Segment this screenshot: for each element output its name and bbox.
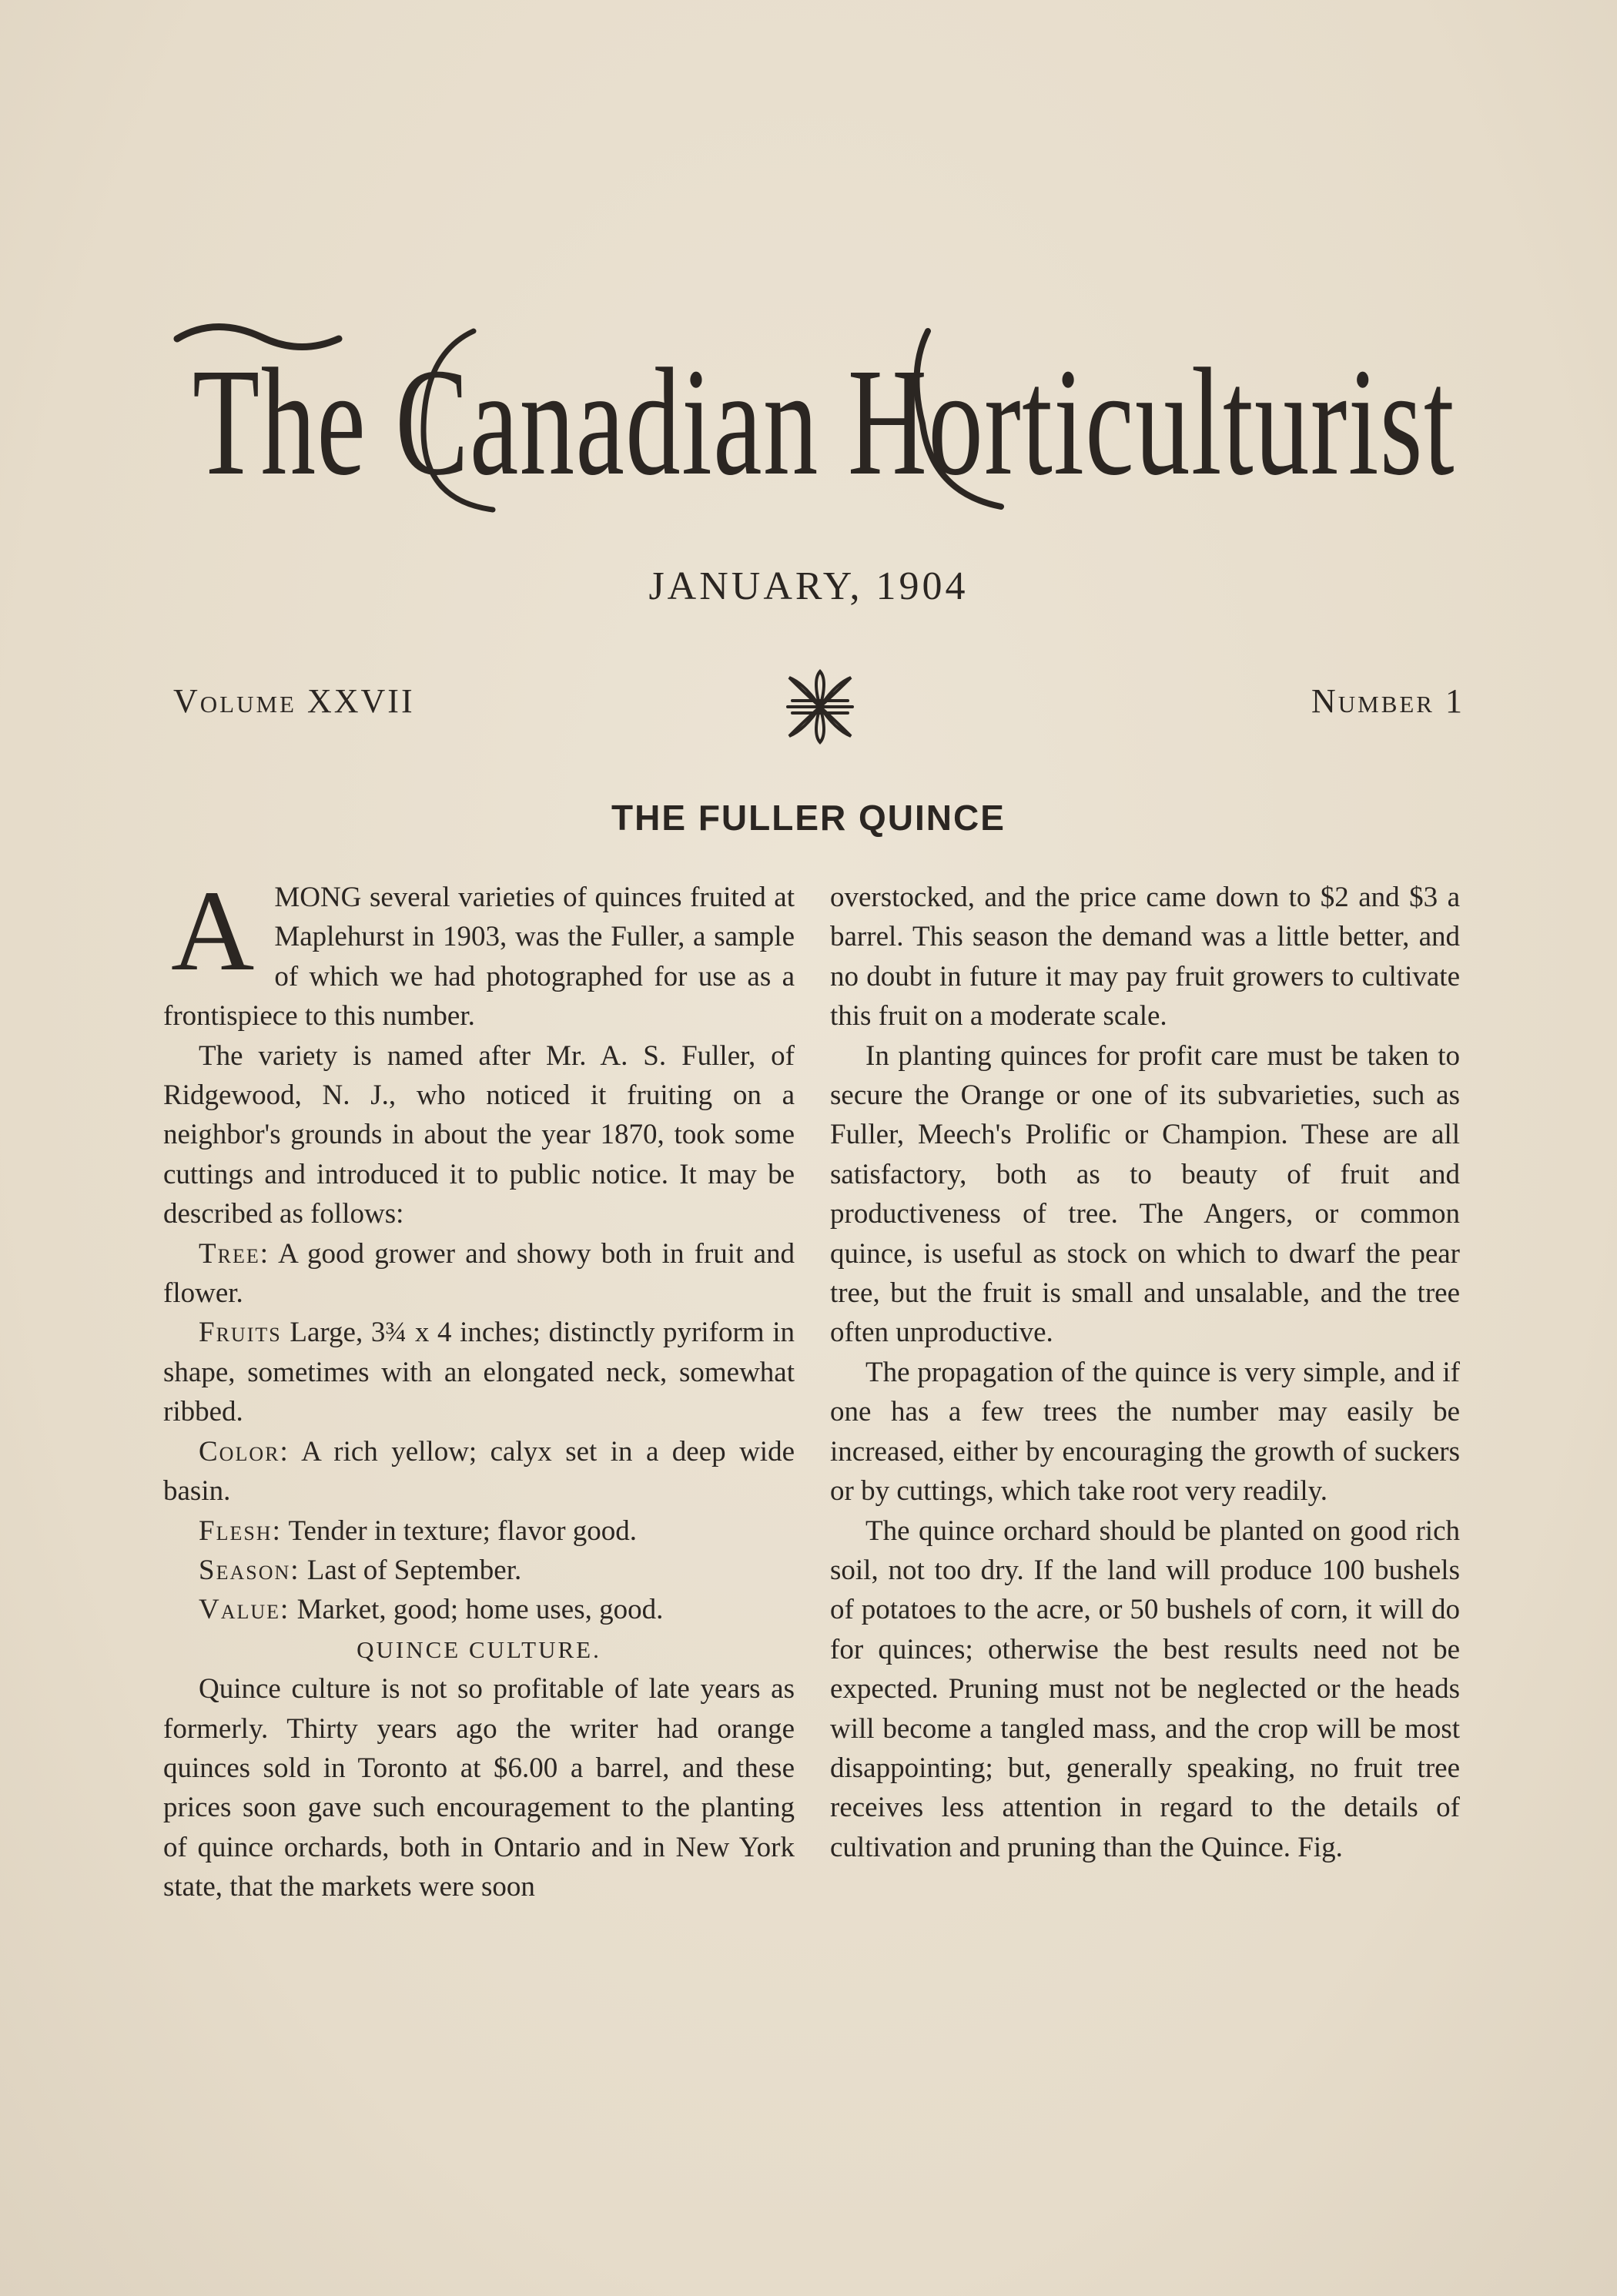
spec-label: Fruits xyxy=(199,1317,282,1349)
issue-date: JANUARY, 1904 xyxy=(648,564,969,608)
spec-label: Value: xyxy=(199,1594,290,1626)
spec-label: Color: xyxy=(199,1435,290,1468)
section-subheading: QUINCE CULTURE. xyxy=(357,1635,601,1663)
drop-cap: A xyxy=(171,867,255,995)
intro-text: MONG several varieties of quinces fruited at Maplehurst in 1903, was the Fuller, a sample of which we had photographed for use as a frontispiece to this number. xyxy=(163,882,795,1033)
article-title: THE FULLER QUINCE xyxy=(611,798,1006,838)
floral-ornament-icon xyxy=(782,668,859,745)
spec-text: A good grower and showy both in fruit and flower. xyxy=(163,1237,795,1310)
orchard-paragraph: The quince orchard should be planted on good rich soil, not too dry. If the land will produce 100 bushels of potatoes to the acre, or 50 bushels of corn, it will do for quinces; otherwise the best results need not be expected. Pruning must not be neglected or the heads will become a tangled mass, and the crop will be most disappointing; but, generally speaking, no fruit tree receives less attention in regard to the details of cultivation and pruning than the Quince. Fig. xyxy=(830,1514,1460,1863)
spec-flesh xyxy=(163,1511,795,1551)
spec-text: Market, good; home uses, good. xyxy=(296,1594,664,1626)
spec-text: Last of September. xyxy=(306,1554,522,1586)
masthead-title: The Canadian Horticulturist xyxy=(192,337,1455,507)
spec-fruits xyxy=(163,1313,795,1431)
masthead-logo xyxy=(169,308,1478,531)
spec-value xyxy=(163,1590,795,1629)
variety-paragraph: The variety is named after Mr. A. S. Fuller, of Ridgewood, N. J., who noticed it fruiting on a neighbor's grounds in about the year 1870, took some cuttings and introduced it to public notice. It may be described as follows: xyxy=(163,1039,795,1230)
spec-label: Tree: xyxy=(199,1237,270,1270)
number-label: Number 1 xyxy=(1311,682,1465,720)
spec-label: Flesh: xyxy=(199,1514,282,1547)
volume-label: Volume XXVII xyxy=(173,682,415,720)
article-column-left xyxy=(163,867,795,1907)
planting-paragraph: In planting quinces for profit care must be taken to secure the Orange or one of its subvarieties, such as Fuller, Meech's Prolific or Champion. These are all satisfactory, both as to beauty of fruit and productiveness of tree. The Angers, or common quince, is useful as stock on which to dwarf the pear tree, but the fruit is small and unsalable, and the tree often unproductive. xyxy=(830,1039,1460,1349)
article-column-right xyxy=(830,878,1460,1867)
culture-continued-paragraph: overstocked, and the price came down to $2 and $3 a barrel. This season the demand was a little better, and no doubt in future it may pay fruit growers to cultivate this fruit on a moderate scale. xyxy=(830,882,1460,1033)
spec-season xyxy=(163,1551,795,1590)
propagation-paragraph: The propagation of the quince is very simple, and if one has a few trees the number may easily be increased, either by encouraging the growth of suckers or by cuttings, which take root very readily. xyxy=(830,1356,1460,1508)
spec-text: Tender in texture; flavor good. xyxy=(288,1514,638,1547)
spec-text: Large, 3¾ x 4 inches; distinctly pyriform in shape, sometimes with an elongated neck, somewhat ribbed. xyxy=(163,1317,795,1428)
article-intro-paragraph xyxy=(163,867,795,1036)
masthead-title-graphic xyxy=(169,308,1478,531)
spec-tree xyxy=(163,1234,795,1314)
culture-paragraph: Quince culture is not so profitable of late years as formerly. Thirty years ago the writer had orange quinces sold in Toronto at $6.00 a barrel, and these prices soon gave such encouragement to the planting of quince orchards, both in Ontario and in New York state, that the markets were soon xyxy=(163,1673,795,1903)
spec-color xyxy=(163,1432,795,1511)
spec-text: A rich yellow; calyx set in a deep wide basin. xyxy=(163,1435,795,1508)
spec-label: Season: xyxy=(199,1554,300,1586)
